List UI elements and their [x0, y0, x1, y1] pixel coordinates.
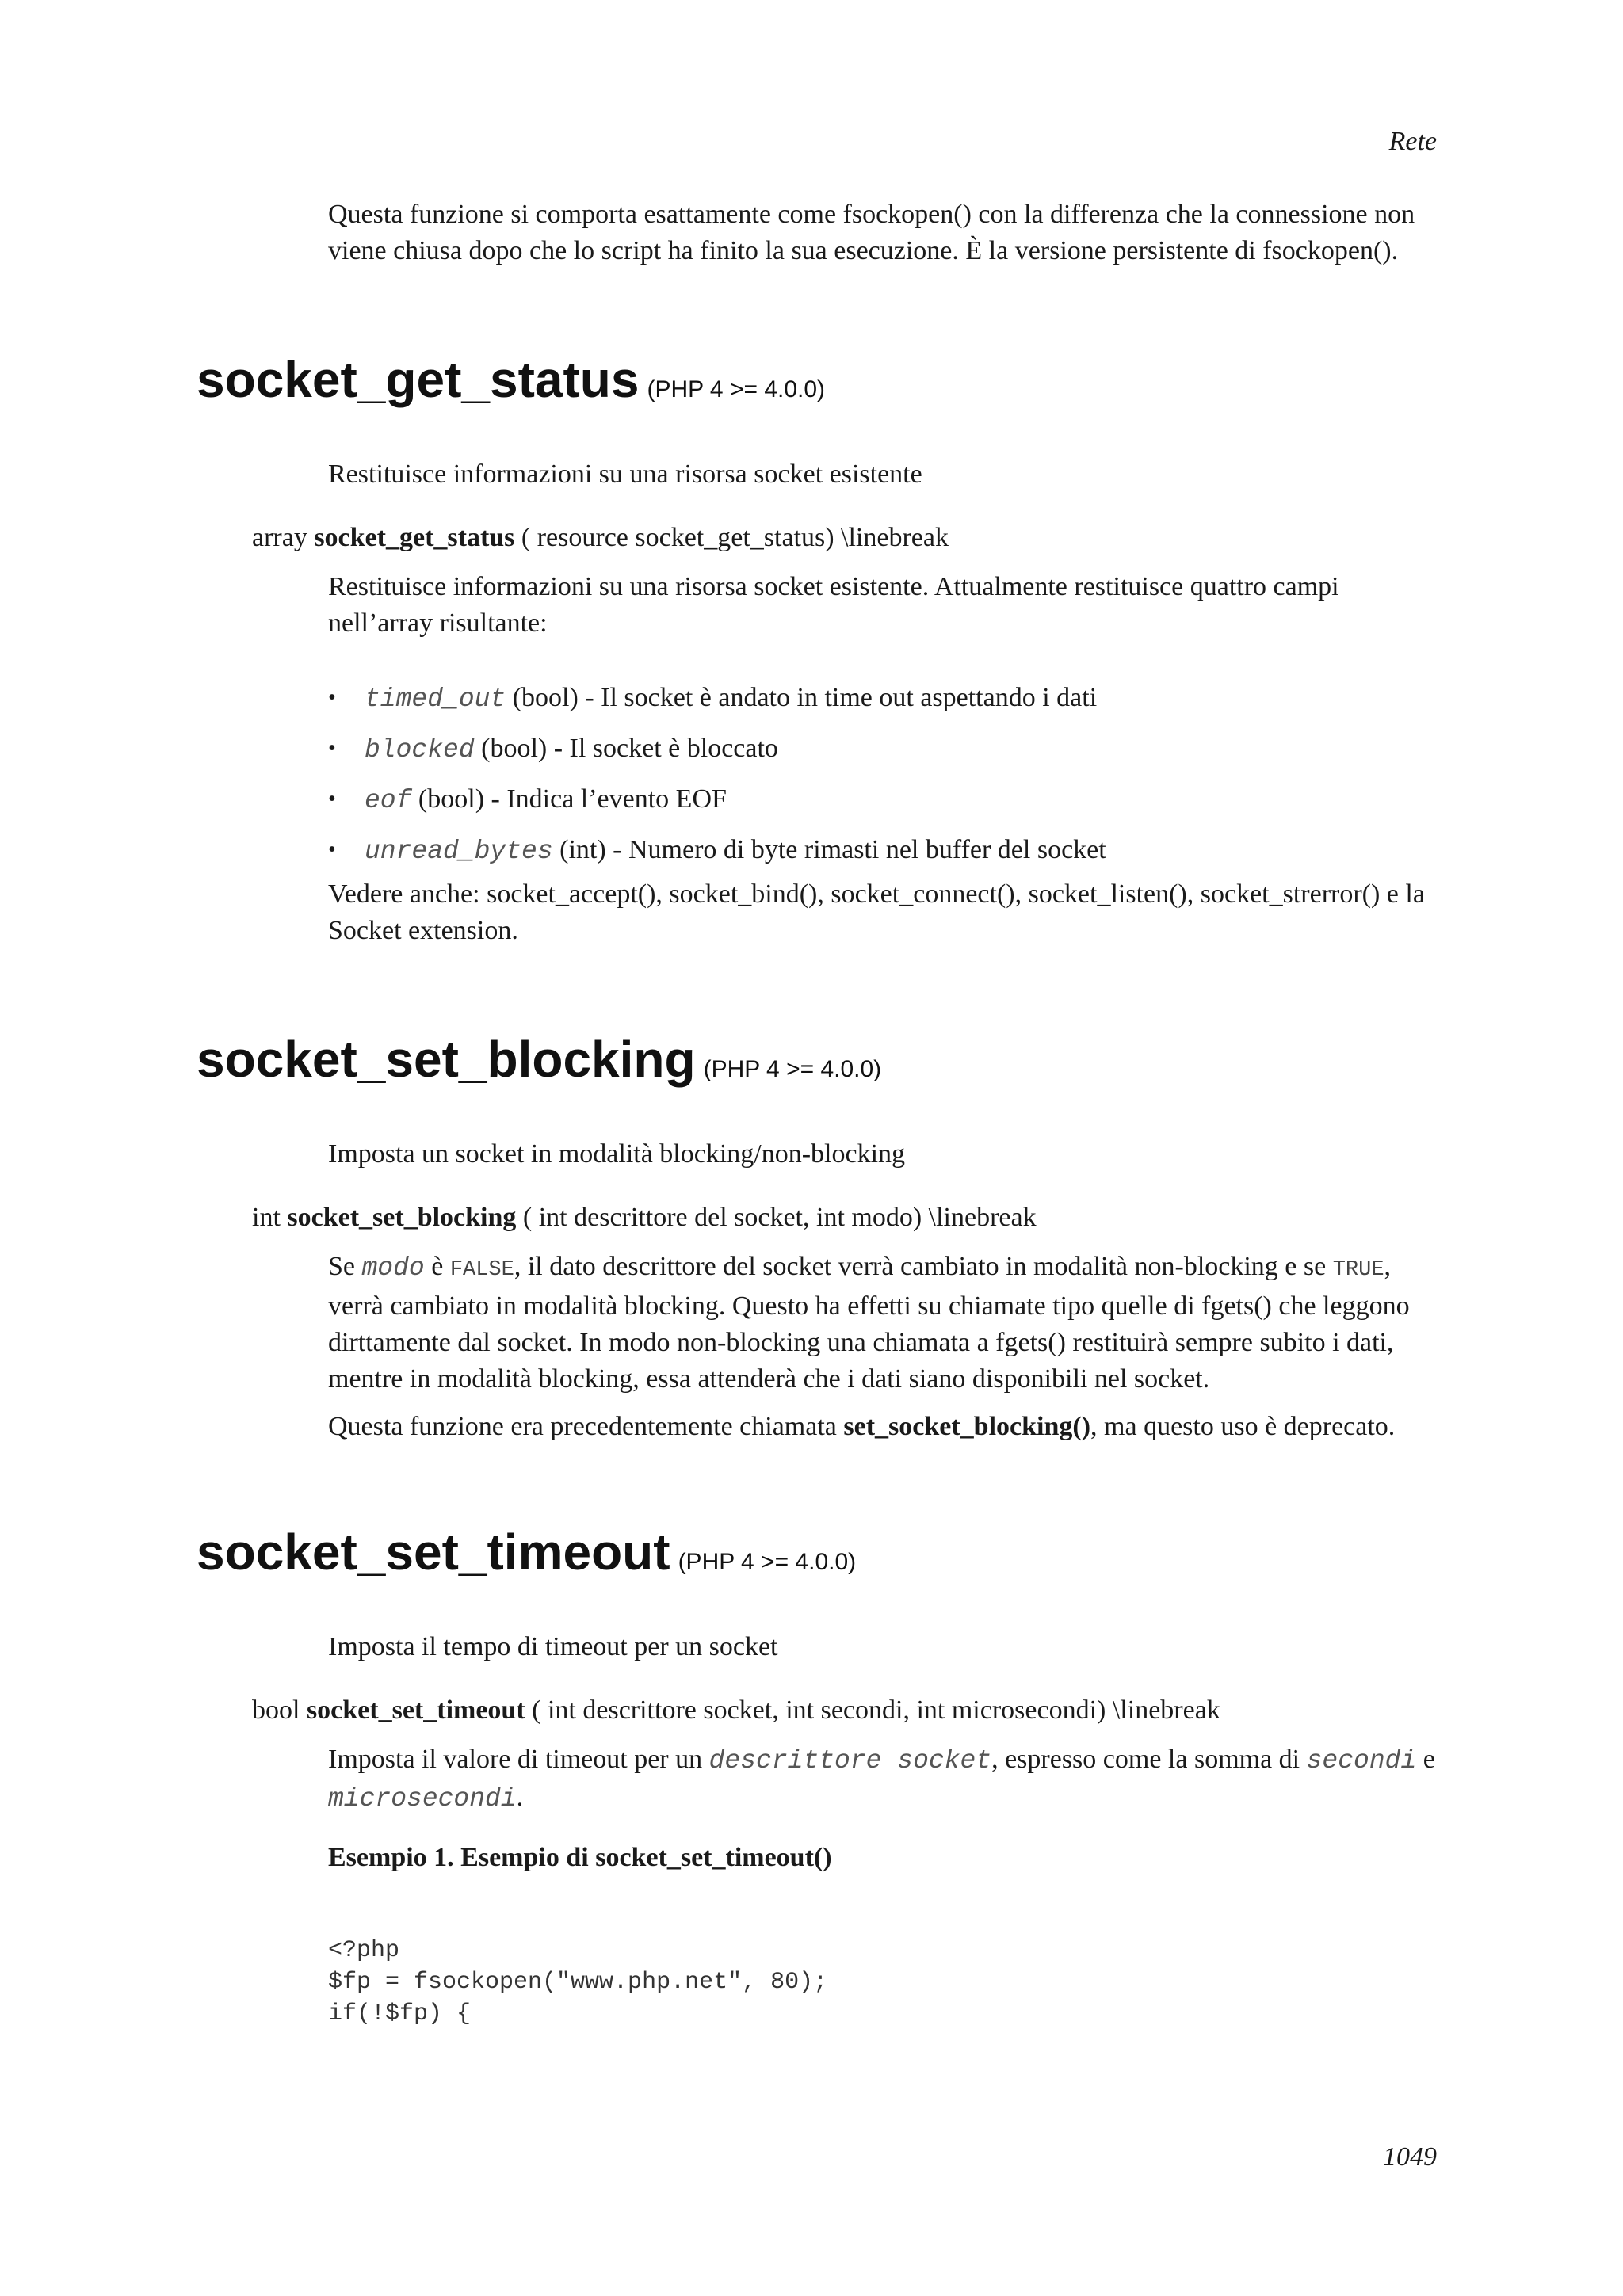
code-line: if(!$fp) {: [328, 2000, 472, 2027]
see-also: Vedere anche: socket_accept(), socket_bind(), socket_connect(), socket_listen(), socket_strerror() e la Socket extension.: [328, 879, 1425, 945]
section-heading-socket-set-blocking: [197, 1032, 881, 1097]
field-description: (int) - Numero di byte rimasti nel buffer del socket: [559, 835, 1106, 864]
function-title: socket_set_blocking: [197, 1031, 696, 1088]
const-true: TRUE: [1332, 1258, 1384, 1282]
desc-text: è: [424, 1252, 450, 1281]
param-modo: modo: [361, 1253, 425, 1283]
function-summary: Restituisce informazioni su una risorsa socket esistente: [328, 460, 922, 489]
desc-text: , verrà cambiato in modalità blocking. Questo ha effetti su chiamate tipo quelle di fgets() che leggono dirttamente dal socket. In modo non-blocking una chiamata a fgets() restituirà sempre subito i dati, mentre in modalità blocking, essa attenderà che i dati siano disponibili nel socket.: [328, 1252, 1410, 1394]
return-type: array: [252, 523, 307, 552]
function-params: ( int descrittore del socket, int modo) \linebreak: [522, 1203, 1037, 1232]
function-name: socket_set_timeout: [306, 1695, 525, 1725]
desc-text: , espresso come la somma di: [991, 1745, 1307, 1774]
function-synopsis: [252, 1199, 1037, 1236]
return-fields-list: [328, 680, 1106, 883]
function-name: socket_get_status: [314, 523, 515, 552]
function-synopsis: [252, 1692, 1220, 1729]
version-info: (PHP 4 >= 4.0.0): [678, 1549, 857, 1575]
desc-text: Se: [328, 1252, 362, 1281]
function-description: [328, 1249, 1438, 1398]
version-info: (PHP 4 >= 4.0.0): [703, 1056, 882, 1082]
function-title: socket_get_status: [197, 351, 640, 408]
function-description: [328, 1741, 1438, 1817]
note-text: , ma questo uso è deprecato.: [1090, 1412, 1396, 1441]
running-header: Rete: [1388, 127, 1437, 156]
param-descrittore-socket: descrittore socket: [708, 1746, 992, 1775]
param-secondi: secondi: [1306, 1746, 1417, 1775]
page-number: 1049: [1383, 2142, 1437, 2172]
field-description: (bool) - Indica l’evento EOF: [418, 784, 727, 814]
old-function-name: set_socket_blocking(): [843, 1412, 1091, 1441]
code-example: [328, 1935, 827, 2030]
version-info: (PHP 4 >= 4.0.0): [647, 376, 826, 402]
deprecation-note: [328, 1409, 1438, 1445]
note-text: Questa funzione era precedentemente chiamata: [328, 1412, 844, 1441]
field-name: unread_bytes: [365, 837, 553, 866]
list-item: • eof (bool) - Indica l’evento EOF: [328, 784, 727, 815]
list-item: • unread_bytes (int) - Numero di byte rimasti nel buffer del socket: [328, 835, 1106, 866]
field-description: (bool) - Il socket è bloccato: [481, 734, 778, 763]
intro-paragraph: Questa funzione si comporta esattamente come fsockopen() con la differenza che la connessione non viene chiusa dopo che lo script ha finito la sua esecuzione. È la versione persistente di fsockopen().: [328, 200, 1415, 265]
desc-text: .: [516, 1783, 524, 1812]
function-synopsis: [252, 520, 949, 556]
param-microsecondi: microsecondi: [328, 1784, 517, 1814]
example-title: Esempio 1. Esempio di socket_set_timeout(): [328, 1843, 832, 1872]
const-false: FALSE: [449, 1258, 514, 1282]
function-params: ( resource socket_get_status) \linebreak: [521, 523, 949, 552]
desc-text: e: [1416, 1745, 1435, 1774]
function-params: ( int descrittore socket, int secondi, int microsecondi) \linebreak: [532, 1695, 1220, 1725]
section-heading-socket-set-timeout: [197, 1524, 856, 1590]
function-description: Restituisce informazioni su una risorsa socket esistente. Attualmente restituisce quattro campi nell’array risultante:: [328, 572, 1339, 638]
return-type: bool: [252, 1695, 300, 1725]
function-summary: Imposta un socket in modalità blocking/non-blocking: [328, 1139, 906, 1169]
desc-text: Imposta il valore di timeout per un: [328, 1745, 709, 1774]
code-line: <?php: [328, 1937, 400, 1964]
section-heading-socket-get-status: [197, 352, 825, 418]
field-name: timed_out: [365, 685, 506, 714]
return-type: int: [252, 1203, 281, 1232]
field-name: eof: [365, 786, 412, 815]
field-description: (bool) - Il socket è andato in time out aspettando i dati: [512, 683, 1098, 712]
function-summary: Imposta il tempo di timeout per un socket: [328, 1632, 778, 1661]
code-line: $fp = fsockopen("www.php.net", 80);: [328, 1969, 828, 1996]
desc-text: , il dato descrittore del socket verrà cambiato in modalità non-blocking e se: [514, 1252, 1333, 1281]
function-name: socket_set_blocking: [287, 1203, 517, 1232]
list-item: • timed_out (bool) - Il socket è andato in time out aspettando i dati: [328, 683, 1098, 714]
function-title: socket_set_timeout: [197, 1524, 670, 1581]
field-name: blocked: [365, 735, 475, 765]
list-item: • blocked (bool) - Il socket è bloccato: [328, 734, 778, 765]
